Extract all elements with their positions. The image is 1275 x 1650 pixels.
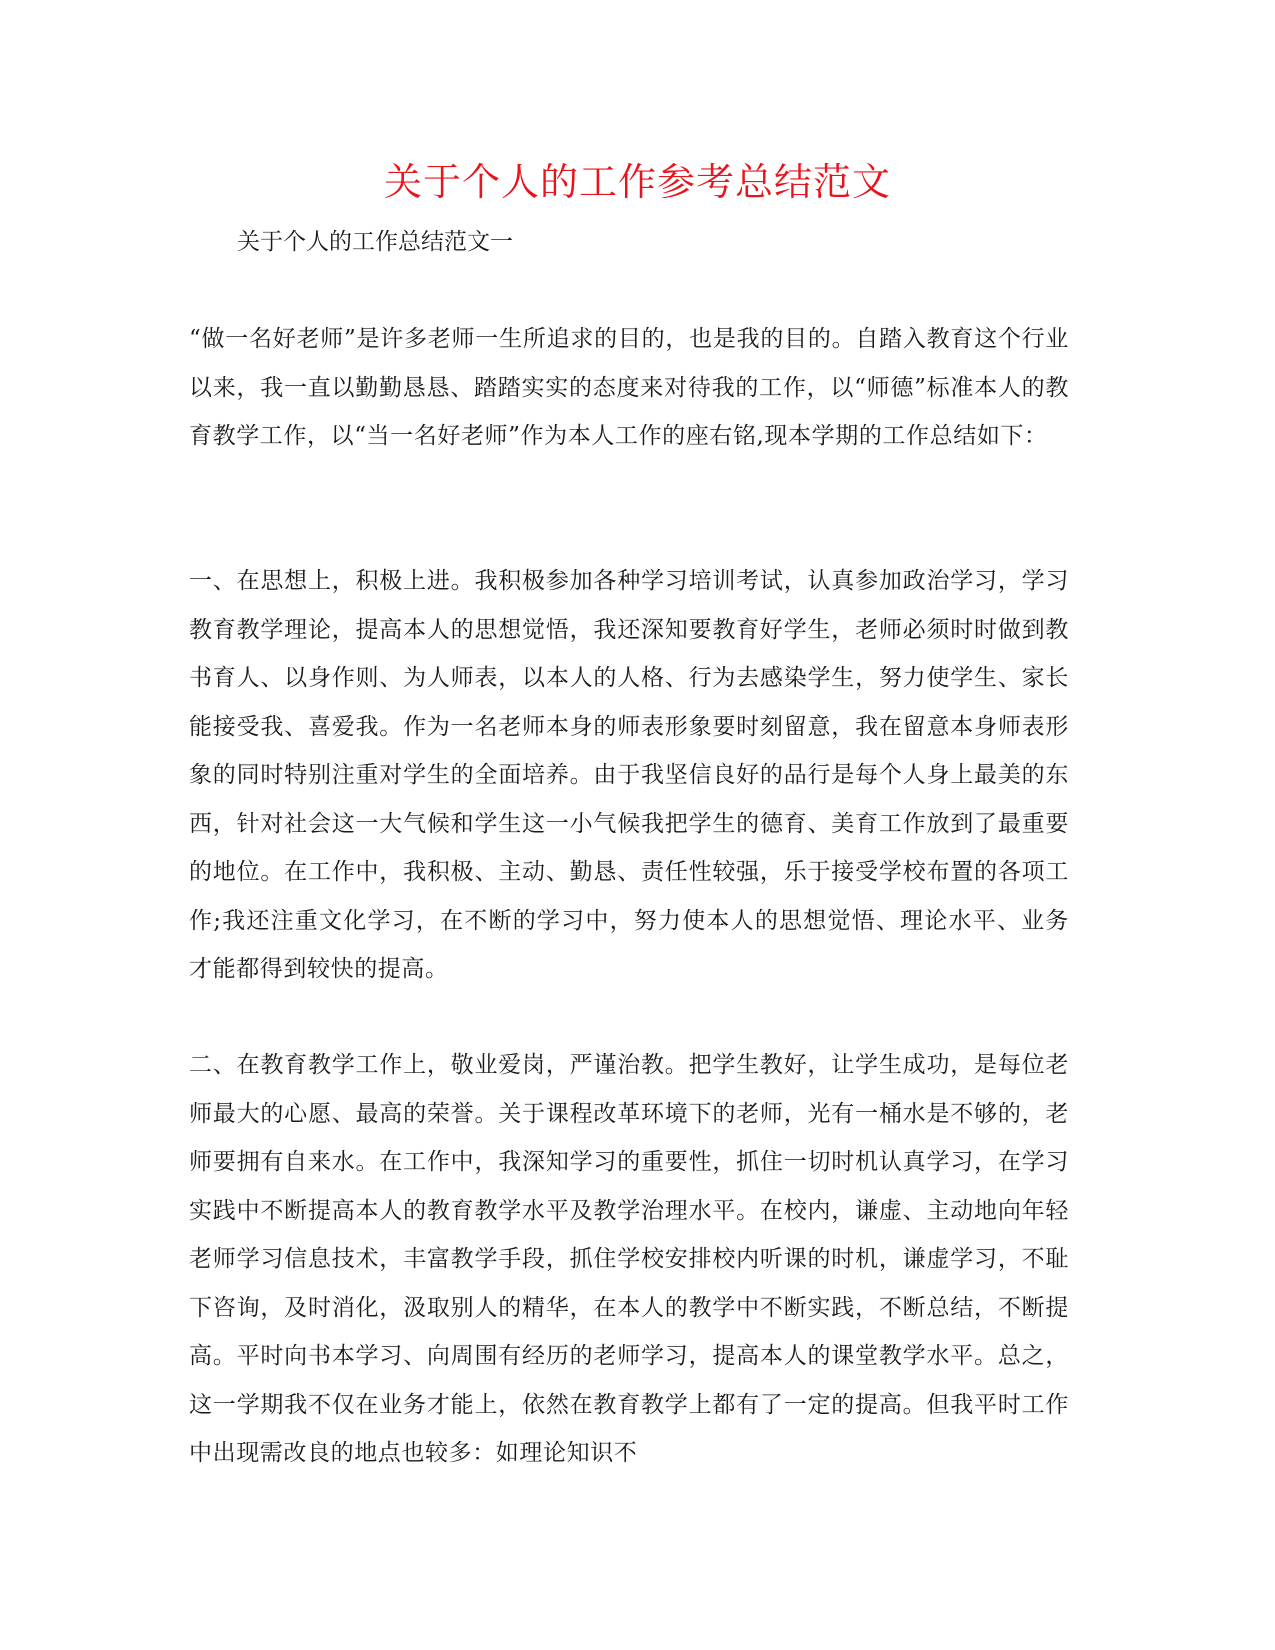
paragraph-section-2: 二、在教育教学工作上，敬业爱岗，严谨治教。把学生教好，让学生成功，是每位老师最大的心愿、最高的荣誉。关于课程改革环境下的老师，光有一桶水是不够的，老师要拥有自来水。在工作中，我深知学习的重要性，抓住一切时机认真学习，在学习实践中不断提高本人的教育教学水平及教学治理水平。在校内，谦虚、主动地向年轻老师学习信息技术，丰富教学手段，抓住学校安排校内听课的时机，谦虚学习，不耻下咨询，及时消化，汲取别人的精华，在本人的教学中不断实践，不断总结，不断提高。平时向书本学习、向周围有经历的老师学习，提高本人的课堂教学水平。总之，这一学期我不仅在业务才能上，依然在教育教学上都有了一定的提高。但我平时工作中出现需改良的地点也较多：如理论知识不 bbox=[189, 1052, 1069, 1466]
document-title: 关于个人的工作参考总结范文 bbox=[383, 160, 891, 204]
paragraph-section-1: 一、在思想上，积极上进。我积极参加各种学习培训考试，认真参加政治学习，学习教育教学理论，提高本人的思想觉悟，我还深知要教育好学生，老师必须时时做到教书育人、以身作则、为人师表，以本人的人格、行为去感染学生，努力使学生、家长能接受我、喜爱我。作为一名老师本身的师表形象要时刻留意，我在留意本身师表形象的同时特别注重对学生的全面培养。由于我坚信良好的品行是每个人身上最美的东西，针对社会这一大气候和学生这一小气候我把学生的德育、美育工作放到了最重要的地位。在工作中，我积极、主动、勤恳、责任性较强，乐于接受学校布置的各项工作;我还注重文化学习，在不断的学习中，努力使本人的思想觉悟、理论水平、业务才能都得到较快的提高。 bbox=[189, 568, 1069, 982]
document-subtitle: 关于个人的工作总结范文一 bbox=[237, 229, 513, 255]
paragraph-intro: “做一名好老师”是许多老师一生所追求的目的，也是我的目的。自踏入教育这个行业以来，我一直以勤勤恳恳、踏踏实实的态度来对待我的工作，以“师德”标准本人的教育教学工作，以“当一名好老师”作为本人工作的座右铭,现本学期的工作总结如下： bbox=[189, 326, 1069, 449]
